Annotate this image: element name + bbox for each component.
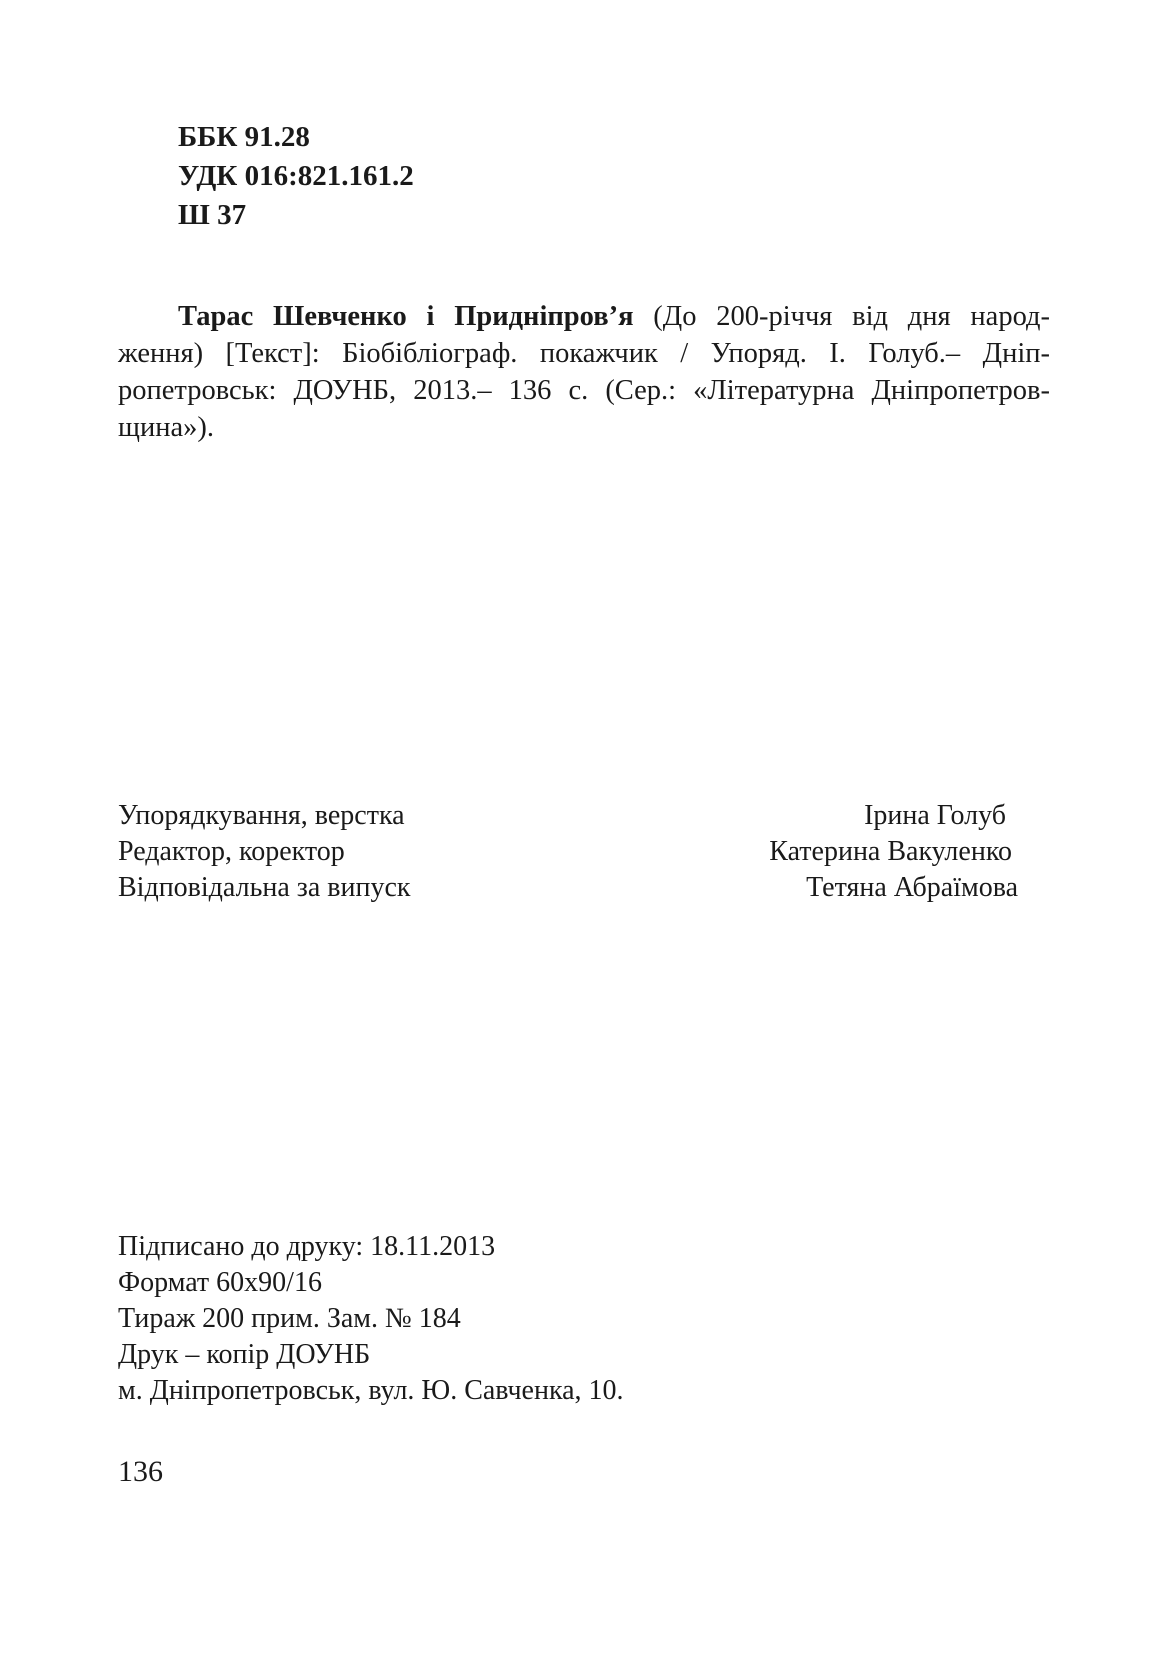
imprint-block bbox=[118, 1229, 624, 1409]
bib-line-3: ропетровськ: ДОУНБ, 2013.– 136 с. (Сер.: «Літературна Дніпропетров- bbox=[118, 375, 1050, 406]
credit-role: Упорядкування, верстка bbox=[118, 800, 405, 831]
bib-line-2: ження) [Текст]: Біобібліограф. покажчик / Упоряд. І. Голуб.– Дніп- bbox=[118, 338, 1050, 369]
classification-block bbox=[178, 118, 414, 235]
imprint-address: м. Дніпропетровськ, вул. Ю. Савченка, 10. bbox=[118, 1375, 624, 1406]
credit-name: Тетяна Абраїмова bbox=[806, 872, 1018, 903]
bibliographic-record bbox=[118, 298, 1050, 446]
book-title: Тарас Шевченко і Придніпров’я bbox=[178, 301, 634, 332]
bbk-code: ББК 91.28 bbox=[178, 121, 310, 153]
credit-name: Ірина Голуб bbox=[864, 800, 1006, 831]
credit-role: Відповідальна за випуск bbox=[118, 872, 411, 903]
imprint-printer: Друк – копір ДОУНБ bbox=[118, 1339, 371, 1370]
credit-row-compiler bbox=[118, 798, 1018, 834]
credit-role: Редактор, коректор bbox=[118, 836, 345, 867]
author-mark: Ш 37 bbox=[178, 199, 247, 231]
bib-line-1-rest: (До 200-річчя від дня народ- bbox=[633, 301, 1050, 332]
credits-block bbox=[118, 798, 1018, 906]
bib-line-4: щина»). bbox=[118, 412, 214, 443]
credit-row-responsible bbox=[118, 870, 1018, 906]
udk-code: УДК 016:821.161.2 bbox=[178, 160, 414, 192]
imprint-signed: Підписано до друку: 18.11.2013 bbox=[118, 1231, 496, 1262]
credit-row-editor bbox=[118, 834, 1018, 870]
imprint-format: Формат 60х90/16 bbox=[118, 1267, 322, 1298]
bib-line-1 bbox=[118, 298, 1050, 335]
imprint-print-run: Тираж 200 прим. Зам. № 184 bbox=[118, 1303, 461, 1334]
credit-name: Катерина Вакуленко bbox=[769, 836, 1012, 867]
page-number: 136 bbox=[118, 1455, 163, 1488]
